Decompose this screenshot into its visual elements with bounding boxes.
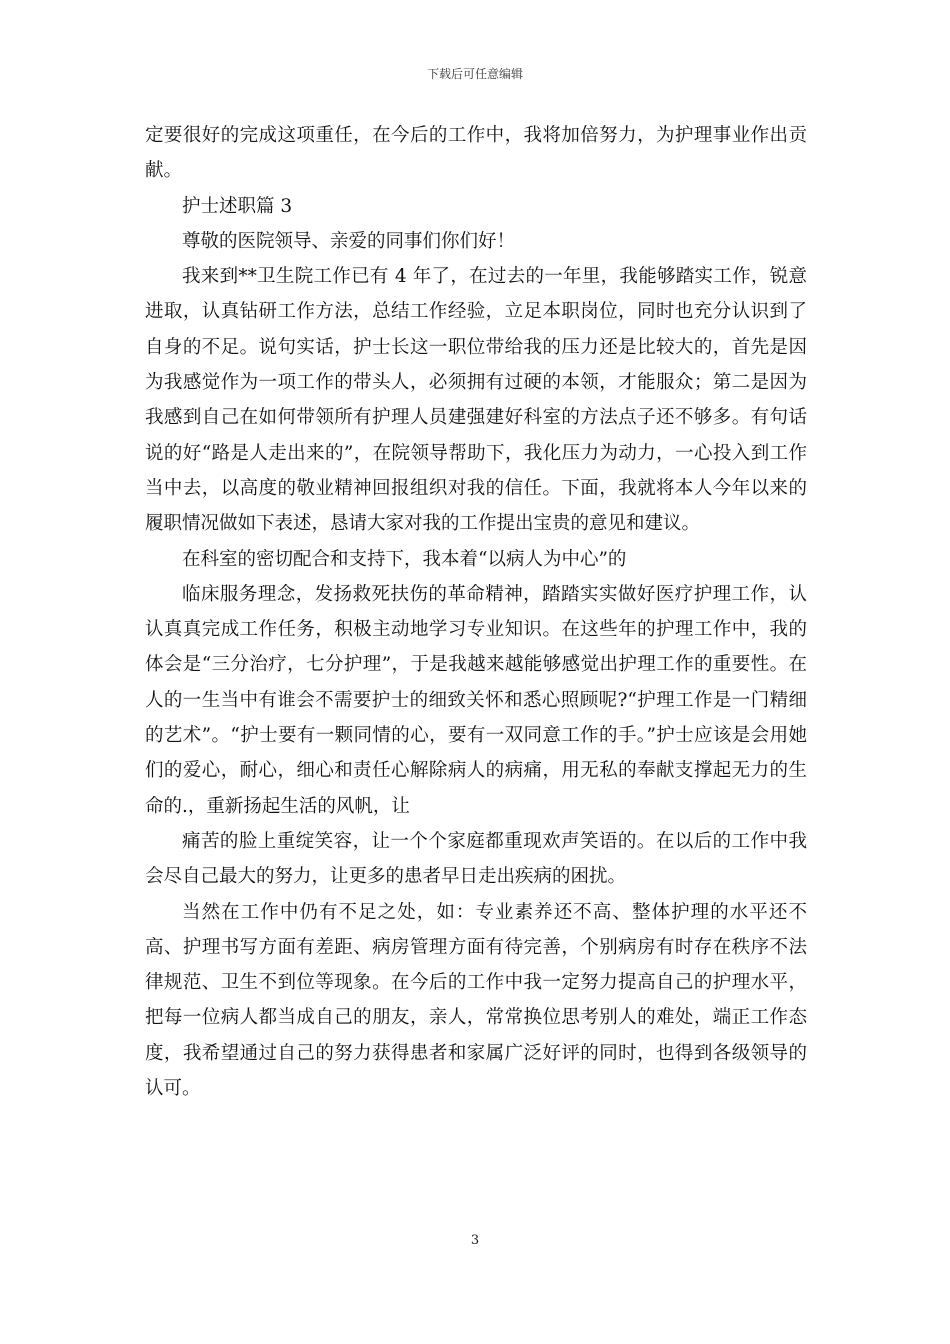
section-heading: 护士述职篇 3 xyxy=(182,195,293,217)
paragraph: 我来到**卫生院工作已有 4 年了，在过去的一年里，我能够踏实工作，锐意进取，认真钻研工作方法，总结工作经验，立足本职岗位，同时也充分认识到了自身的不足。说句实话，护士长这一职位带给我的压力还是比较大的，首先是因为我感觉作为一项工作的带头人，必须拥有过硬的本领，才能服众；第二是因为我感到自己在如何带领所有护理人员建强建好科室的方法点子还不够多。有句话说的好“路是人走出来的”，在院领导帮助下，我化压力为动力，一心投入到工作当中去，以高度的敬业精神回报组织对我的信任。下面，我就将本人今年以来的履职情况做如下表述，恳请大家对我的工作提出宝贵的意见和建议。 xyxy=(145,266,807,535)
page-number: 3 xyxy=(470,1233,480,1248)
paragraph-continuation: 定要很好的完成这项重任，在今后的工作中，我将加倍努力，为护理事业作出贡献。 xyxy=(145,125,807,182)
salutation: 尊敬的医院领导、亲爱的同事们你们好！ xyxy=(182,230,516,252)
paragraph: 临床服务理念，发扬救死扶伤的革命精神，踏踏实实做好医疗护理工作，认认真真完成工作任务，积极主动地学习专业知识。在这些年的护理工作中，我的体会是“三分治疗，七分护理”，于是我越来越能够感觉出护理工作的重要性。在人的一生当中有谁会不需要护士的细致关怀和悉心照顾呢?“护理工作是一门精细的艺术”。“护士要有一颗同情的心，要有一双同意工作的手。”护士应该是会用她们的爱心，耐心，细心和责任心解除病人的病痛，用无私的奉献支撑起无力的生命的.，重新扬起生活的风帆，让 xyxy=(145,583,807,817)
paragraph: 当然在工作中仍有不足之处，如：专业素养还不高、整体护理的水平还不高、护理书写方面有差距、病房管理方面有待完善，个别病房有时存在秩序不法律规范、卫生不到位等现象。在今后的工作中我一定努力提高自己的护理水平，把每一位病人都当成自己的朋友，亲人，常常换位思考别人的难处，端正工作态度，我希望通过自己的努力获得患者和家属广泛好评的同时，也得到各级领导的认可。 xyxy=(145,901,807,1100)
page-header: 下载后可任意编辑 xyxy=(426,67,523,81)
paragraph: 痛苦的脸上重绽笑容，让一个个家庭都重现欢声笑语的。在以后的工作中我会尽自己最大的努力，让更多的患者早日走出疾病的困扰。 xyxy=(145,830,807,888)
document-body xyxy=(145,118,807,1106)
paragraph: 在科室的密切配合和支持下，我本着“以病人为中心”的 xyxy=(182,548,627,570)
